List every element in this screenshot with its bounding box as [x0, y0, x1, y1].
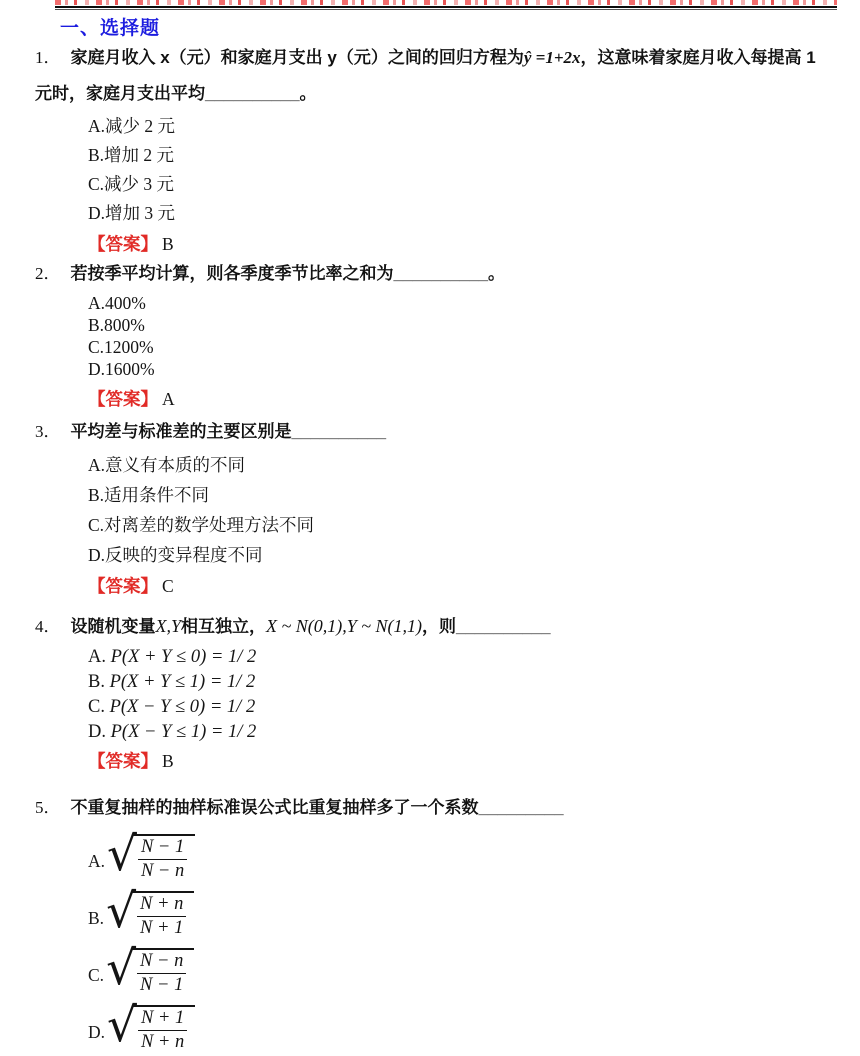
answer-line	[88, 231, 850, 257]
option-d: D. √ N + 1 N + n	[88, 999, 850, 1054]
option-c: C. √ N − n N − 1	[88, 942, 850, 997]
header-rule	[55, 6, 837, 10]
sqrt-expression	[107, 997, 195, 1053]
option-d: D.1600%	[88, 359, 155, 379]
math-variables: X,Y	[155, 616, 182, 636]
option-b: B.800%	[88, 315, 145, 335]
options-list	[88, 645, 850, 745]
clipped-red-header-text	[55, 0, 837, 5]
fraction-denominator: N + 1	[137, 916, 186, 939]
probability-expression: P(X + Y ≤ 0) = 1/ 2	[110, 647, 257, 667]
option-b: B. √ N + n N + 1	[88, 885, 850, 940]
question-text-line2: 元时，家庭月支出平均__________。	[35, 84, 317, 103]
radical-sign: √	[107, 826, 137, 882]
radical-sign: √	[106, 883, 137, 939]
answer-value: B	[162, 751, 174, 771]
answer-value: C	[162, 576, 174, 596]
option-a: A.减少 2 元	[88, 116, 176, 136]
options-list	[88, 450, 850, 570]
answer-line	[88, 573, 850, 599]
option-a: A.400%	[88, 293, 146, 313]
question-1	[35, 40, 850, 257]
question-5	[35, 790, 850, 1056]
question-3	[35, 414, 850, 599]
sqrt-expression	[106, 883, 194, 939]
probability-expression: P(X − Y ≤ 1) = 1/ 2	[110, 722, 257, 742]
question-number: 3．	[35, 422, 61, 441]
fraction-numerator: N + 1	[140, 1007, 185, 1028]
fraction-denominator: N − n	[138, 859, 187, 882]
fraction-denominator: N − 1	[137, 973, 186, 996]
radical-sign: √	[107, 997, 137, 1053]
option-a: A. P(X + Y ≤ 0) = 1/ 2	[88, 647, 257, 667]
option-b: B.增加 2 元	[88, 145, 175, 165]
question-4	[35, 608, 850, 774]
question-number: 2．	[35, 264, 61, 283]
answer-line	[88, 748, 850, 774]
radical-sign: √	[106, 940, 137, 996]
sqrt-expression	[107, 826, 195, 882]
option-b: B.适用条件不同	[88, 485, 210, 505]
answer-label: 【答案】	[88, 234, 158, 254]
option-d: D.反映的变异程度不同	[88, 545, 263, 565]
answer-value: A	[162, 389, 175, 409]
question-text: 3． 平均差与标准差的主要区别是__________	[35, 422, 387, 441]
option-c: C.减少 3 元	[88, 174, 175, 194]
question-text: 1． 家庭月收入 x（元）和家庭月支出 y（元）之间的回归方程为ŷ =1+2x，这意味着家庭月收入每提高 1	[35, 48, 816, 67]
question-text: 5． 不重复抽样的抽样标准误公式比重复抽样多了一个系数_________	[35, 798, 564, 817]
regression-formula: ŷ =1+2x	[523, 48, 581, 67]
question-text: 4． 设随机变量X,Y相互独立，X ~ N(0,1),Y ~ N(1,1)，则__________	[35, 616, 551, 636]
clipped-header-strip	[55, 0, 837, 10]
option-c: C. P(X − Y ≤ 0) = 1/ 2	[88, 697, 256, 717]
option-a: A.意义有本质的不同	[88, 455, 246, 475]
answer-label: 【答案】	[88, 389, 158, 409]
math-distributions: X ~ N(0,1),Y ~ N(1,1)	[266, 616, 422, 636]
answer-line	[88, 386, 850, 412]
probability-expression: P(X − Y ≤ 0) = 1/ 2	[109, 697, 256, 717]
probability-expression: P(X + Y ≤ 1) = 1/ 2	[109, 672, 256, 692]
section-title: 一、选择题	[60, 18, 161, 39]
question-number: 5．	[35, 798, 61, 817]
question-number: 4．	[35, 617, 61, 636]
fraction-denominator: N + n	[138, 1030, 187, 1053]
options-list	[88, 112, 850, 228]
option-b: B. P(X + Y ≤ 1) = 1/ 2	[88, 672, 256, 692]
fraction-numerator: N − 1	[140, 836, 185, 857]
question-number: 1．	[35, 48, 61, 67]
answer-label: 【答案】	[88, 751, 158, 771]
sqrt-expression	[106, 940, 194, 996]
answer-label: 【答案】	[88, 576, 158, 596]
question-2	[35, 256, 850, 412]
option-c: C.1200%	[88, 337, 154, 357]
question-text: 2． 若按季平均计算，则各季度季节比率之和为__________。	[35, 264, 506, 283]
option-d: D.增加 3 元	[88, 203, 176, 223]
option-c: C.对离差的数学处理方法不同	[88, 515, 315, 535]
option-a: A. √ N − 1 N − n	[88, 828, 850, 883]
fraction-numerator: N − n	[140, 950, 184, 971]
options-list	[88, 292, 850, 380]
answer-value: B	[162, 234, 174, 254]
option-d: D. P(X − Y ≤ 1) = 1/ 2	[88, 722, 257, 742]
fraction-numerator: N + n	[140, 893, 184, 914]
